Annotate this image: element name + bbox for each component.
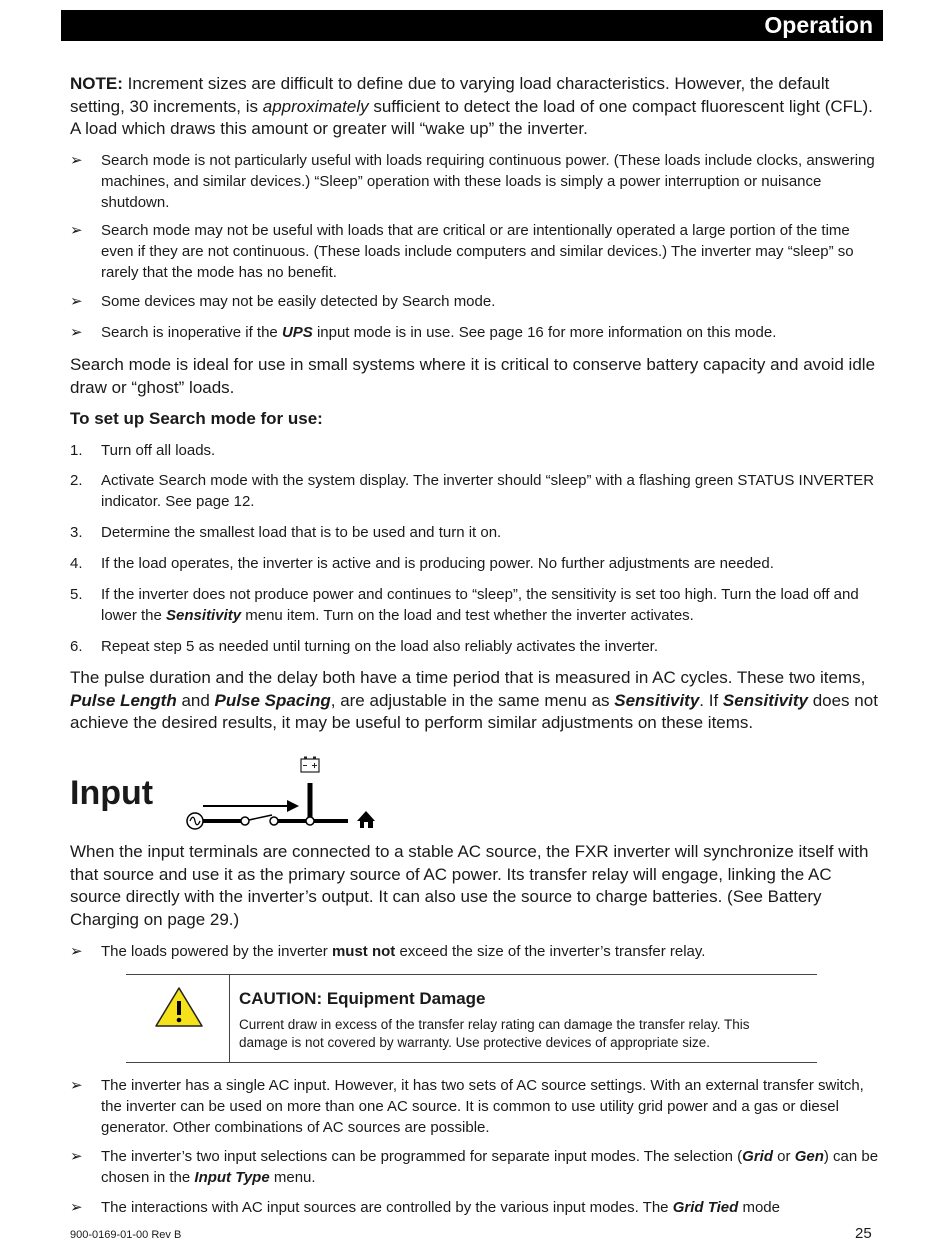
note-emphasis: approximately xyxy=(262,96,369,116)
input-paragraph: When the input terminals are connected to a stable AC source, the FXR inverter will synchronize itself with that source and use it as the primary source of AC power. Its transfer relay will engage, linking the AC source directly with the inverter’s output. It can also use the source to charge batteries. (See Battery Charging on page 29.) xyxy=(70,842,869,929)
list-item: 3. Determine the smallest load that is to be used and turn it on. xyxy=(70,524,502,541)
list-item: ➢ Some devices may not be easily detected by Search mode. xyxy=(70,293,496,310)
search-paragraph: Search mode is ideal for use in small systems where it is critical to conserve battery capacity and avoid idle draw or “ghost” loads. xyxy=(70,355,876,397)
bullet-arrow-icon: ➢ xyxy=(70,1148,83,1165)
page-number: 25 xyxy=(855,1225,872,1242)
list-item: ➢ The inverter has a single AC input. However, it has two sets of AC source settings. With an external transfer switch, the inverter can be used on more than one AC source. It is common to use utility grid power and a gas or diesel generator. Other combinations of AC sources are possible. xyxy=(70,1077,864,1136)
list-item: ➢ Search mode may not be useful with loads that are critical or are intentionally operated a large portion of the time even if they are not continuous. (These loads include computers and similar devices.) The inverter may “sleep” so rarely that the mode has no benefit. xyxy=(70,222,854,281)
caution-text: Current draw in excess of the transfer relay rating can damage the transfer relay. This damage is not covered by warranty. Use protective devices of appropriate size. xyxy=(239,1017,750,1050)
list-item: 2. Activate Search mode with the system display. The inverter should “sleep” with a flashing green STATUS INVERTER indicator. See page 12. xyxy=(70,472,875,510)
section-title: Operation xyxy=(764,12,873,38)
list-item: ➢ The inverter’s two input selections can be programmed for separate input modes. The selection (Grid or Gen) can be chosen in the Input Type menu. xyxy=(70,1148,879,1186)
ac-input-diagram xyxy=(183,755,383,835)
warning-icon xyxy=(153,985,205,1029)
battery-icon xyxy=(301,757,319,773)
bullet-arrow-icon: ➢ xyxy=(70,324,83,341)
bullet-arrow-icon: ➢ xyxy=(70,1199,83,1216)
list-item: 1. Turn off all loads. xyxy=(70,442,216,459)
pulse-paragraph: The pulse duration and the delay both have a time period that is measured in AC cycles. These two items, Pulse Length and Pulse Spacing, are adjustable in the same menu as Sensitivity. If Sensitivity does not achieve the desired results, it may be useful to perform similar adjustments on these items. xyxy=(70,668,878,732)
bullet-arrow-icon: ➢ xyxy=(70,152,83,169)
house-icon xyxy=(357,811,375,828)
list-item: 5. If the inverter does not produce power and continues to “sleep”, the sensitivity is set too high. Turn the load off and lower the Sensitivity menu item. Turn on the load and test whether the inverter activates. xyxy=(70,586,859,624)
bullet-arrow-icon: ➢ xyxy=(70,943,83,960)
list-item: ➢ The loads powered by the inverter must not exceed the size of the inverter’s transfer relay. xyxy=(70,943,706,960)
document-id: 900-0169-01-00 Rev B xyxy=(70,1229,182,1241)
bullet-arrow-icon: ➢ xyxy=(70,222,83,239)
input-heading: Input xyxy=(70,774,154,812)
list-item: 6. Repeat step 5 as needed until turning on the load also reliably activates the inverter. xyxy=(70,638,659,655)
list-item: ➢ Search mode is not particularly useful with loads requiring continuous power. (These loads include clocks, answering machines, and similar devices.) “Sleep” operation with these loads is simply a power interruption or nuisance shutdown. xyxy=(70,152,875,211)
bullet-arrow-icon: ➢ xyxy=(70,1077,83,1094)
bullet-arrow-icon: ➢ xyxy=(70,293,83,310)
list-item: ➢ The interactions with AC input sources are controlled by the various input modes. The Grid Tied mode xyxy=(70,1199,780,1216)
caution-title: CAUTION: Equipment Damage xyxy=(239,989,486,1008)
list-item: 4. If the load operates, the inverter is active and is producing power. No further adjustments are needed. xyxy=(70,555,774,572)
note-label: NOTE: xyxy=(70,74,123,93)
header-bar xyxy=(61,10,883,41)
setup-heading: To set up Search mode for use: xyxy=(70,409,323,428)
caution-divider xyxy=(229,975,230,1062)
list-item: ➢ Search is inoperative if the UPS input mode is in use. See page 16 for more information on this mode. xyxy=(70,324,777,341)
ac-source-icon xyxy=(187,813,203,829)
note-paragraph: NOTE: Increment sizes are difficult to define due to varying load characteristics. However, the default setting, 30 increments, is approximately sufficient to detect the load of one compact fluorescent light (CFL). A load which draws this amount or greater will “wake up” the inverter. xyxy=(70,74,873,138)
caution-box xyxy=(126,974,817,1063)
